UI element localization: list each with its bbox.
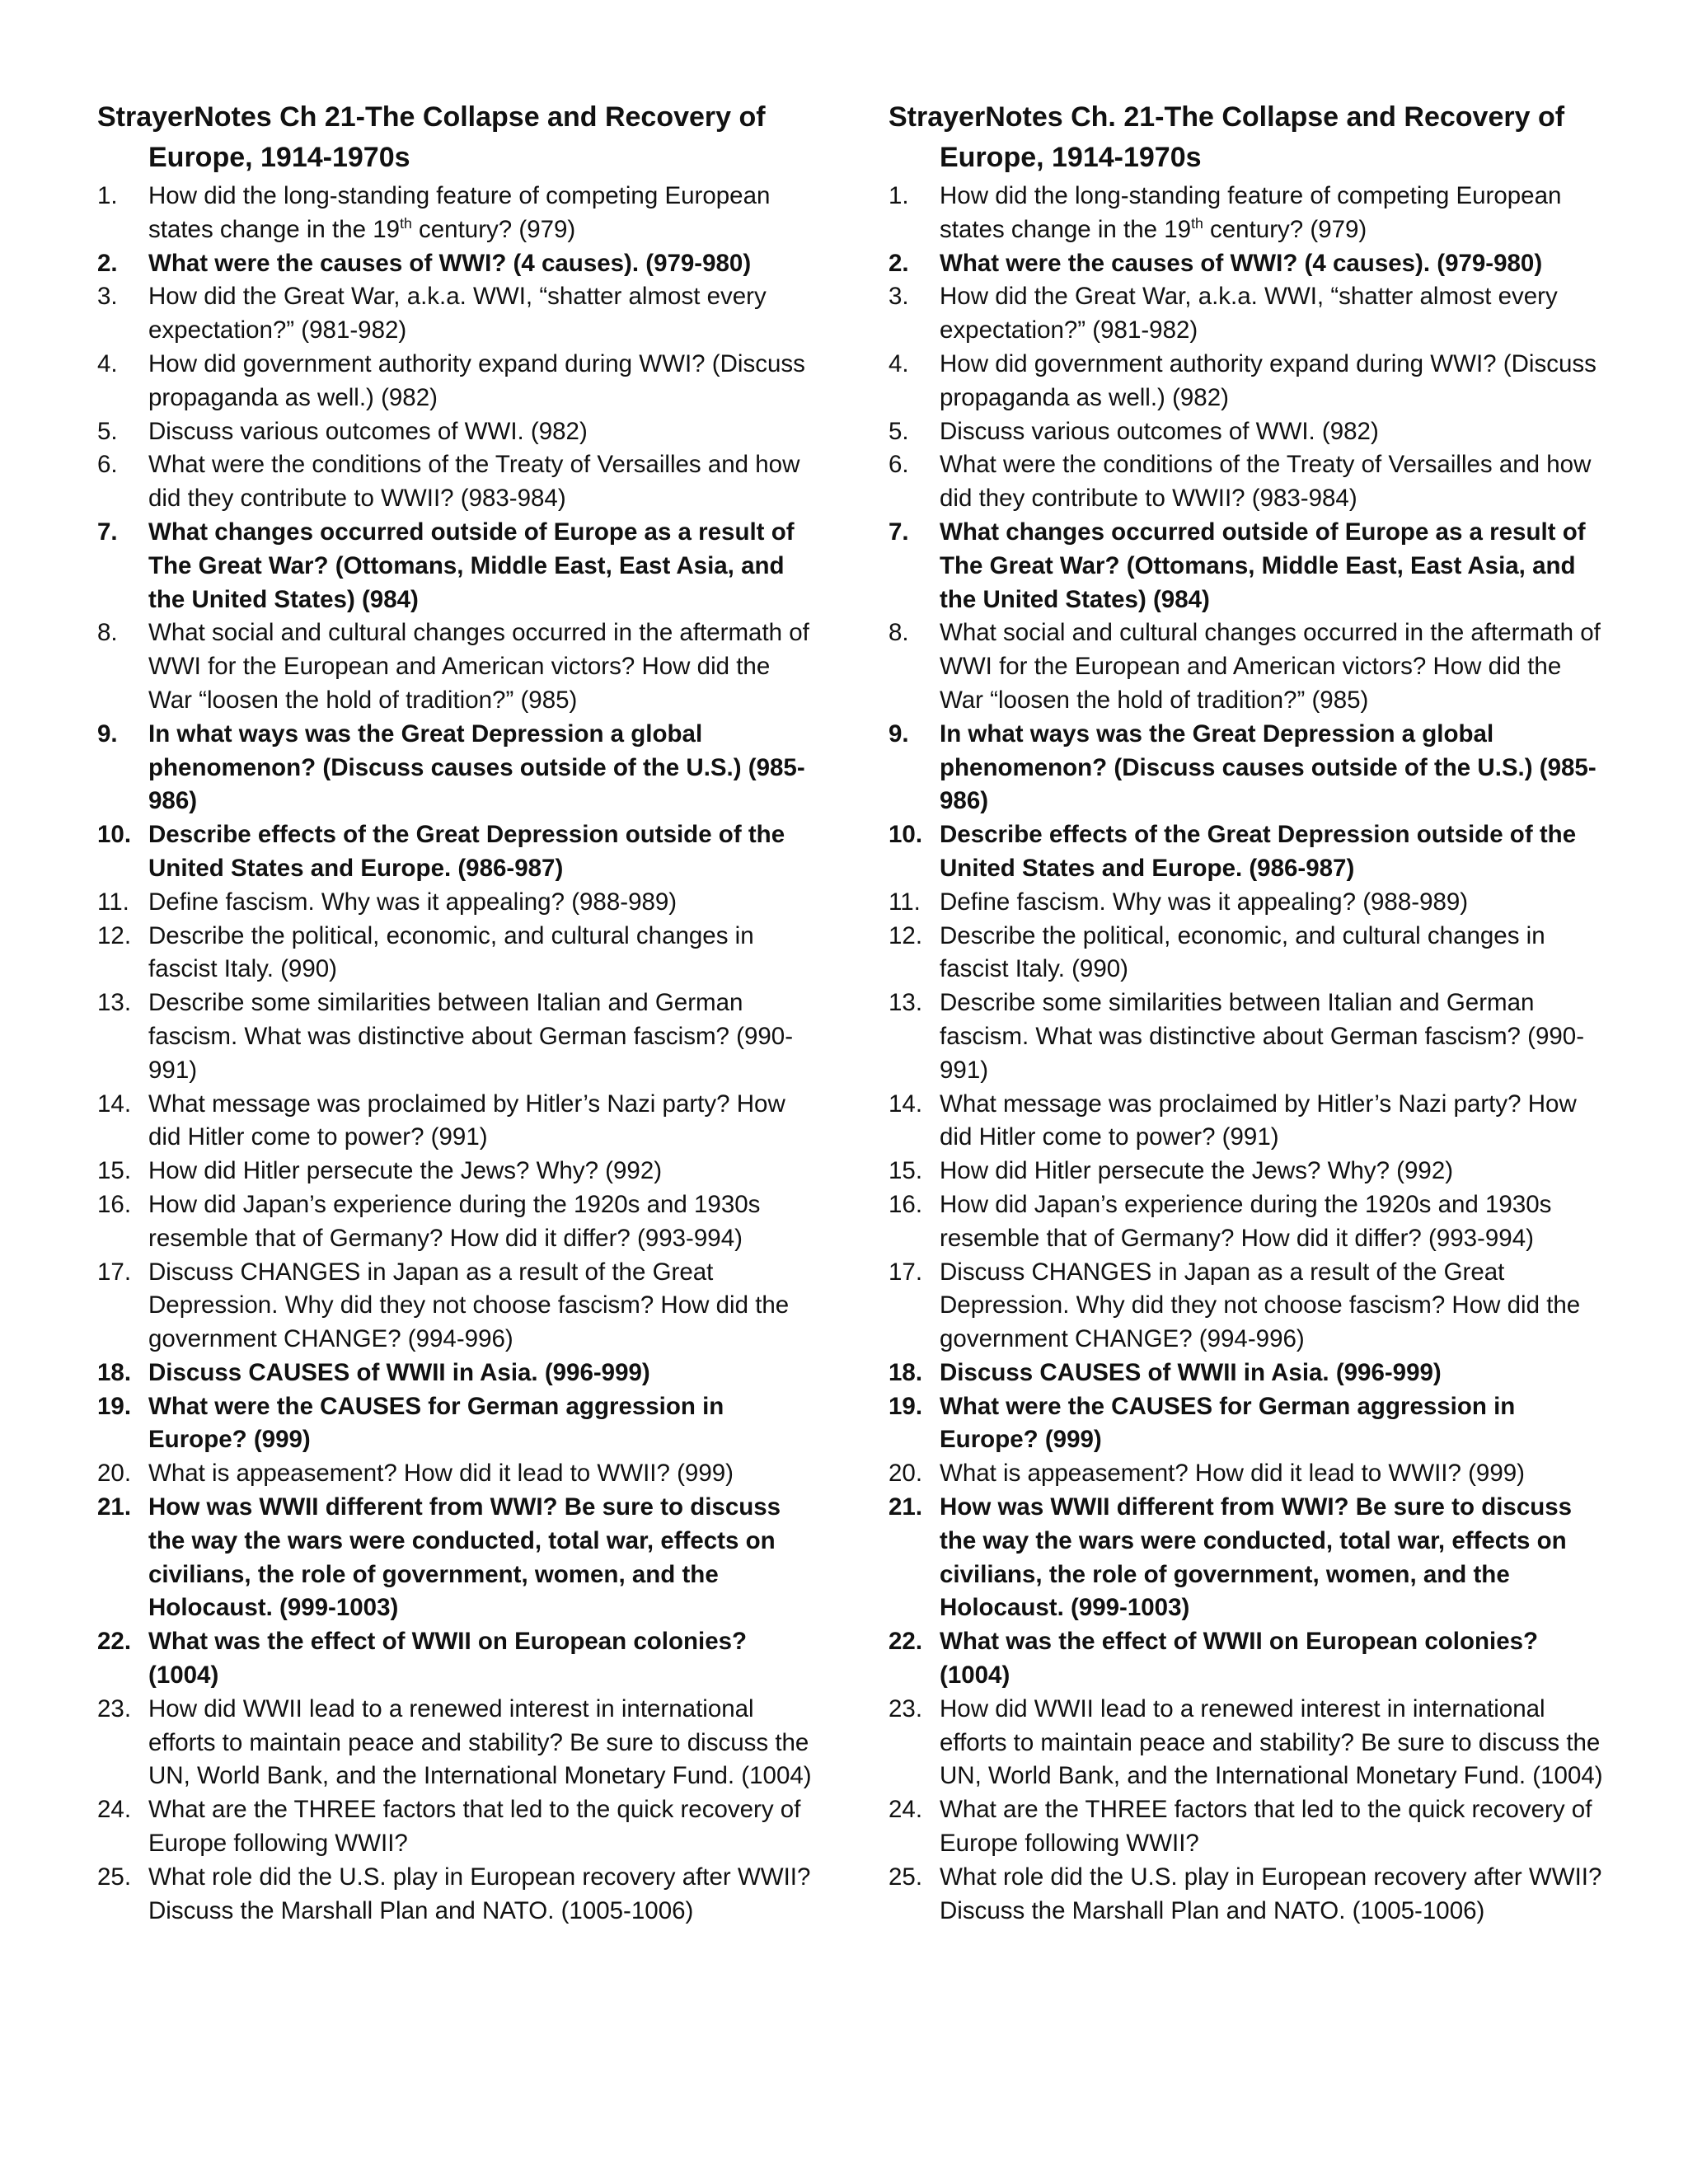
question-item [97, 1861, 814, 1929]
question-item [889, 1693, 1606, 1793]
question-text: Discuss CAUSES of WWII in Asia. (996-999) [940, 1358, 1442, 1386]
question-item [889, 1357, 1606, 1390]
question-text: Discuss various outcomes of WWI. (982) [940, 417, 1379, 445]
question-text: Discuss CHANGES in Japan as a result of the Great Depression. Why did they not choose fascism? How did the government CHANGE? (994-996) [940, 1258, 1581, 1353]
question-number: 7. [889, 518, 909, 546]
question-text: How did government authority expand during WWI? (Discuss propaganda as well.) (982) [940, 349, 1597, 411]
question-number: 1. [97, 182, 118, 209]
question-text: Describe some similarities between Italian and German fascism. What was distinctive about German fascism? (990-991) [940, 989, 1585, 1084]
question-number: 16. [97, 1190, 132, 1218]
question-number: 19. [889, 1392, 923, 1420]
question-item [97, 516, 814, 616]
worksheet-title: StrayerNotes Ch 21-The Collapse and Recovery of Europe, 1914-1970s [97, 101, 766, 173]
question-number: 12. [889, 921, 923, 949]
question-item [889, 247, 1606, 281]
question-number: 12. [97, 921, 132, 949]
question-text: What changes occurred outside of Europe as a result of The Great War? (Ottomans, Middle East, East Asia, and the United States) (984) [940, 518, 1586, 613]
worksheet-title: StrayerNotes Ch. 21-The Collapse and Recovery of Europe, 1914-1970s [889, 101, 1565, 173]
question-text: What is appeasement? How did it lead to WWII? (999) [148, 1460, 734, 1488]
question-text: Describe some similarities between Italian and German fascism. What was distinctive about German fascism? (990-991) [148, 989, 794, 1084]
right-worksheet-column [889, 97, 1606, 1928]
question-number: 25. [97, 1863, 132, 1891]
question-number: 8. [97, 619, 118, 647]
question-number: 15. [97, 1157, 132, 1185]
question-number: 10. [889, 821, 923, 849]
ordinal-suffix: th [400, 214, 412, 232]
question-text: Describe effects of the Great Depression outside of the United States and Europe. (986-987) [148, 821, 785, 882]
question-text: What are the THREE factors that led to the quick recovery of Europe following WWII? [940, 1796, 1592, 1858]
question-item [97, 616, 814, 717]
question-item [97, 247, 814, 281]
question-text: How did the Great War, a.k.a. WWI, “shatter almost every expectation?” (981-982) [940, 283, 1558, 344]
question-text: What were the causes of WWI? (4 causes). (979-980) [940, 249, 1543, 277]
question-number: 6. [889, 451, 909, 479]
question-text: How did government authority expand during WWI? (Discuss propaganda as well.) (982) [148, 349, 805, 411]
question-text: How did WWII lead to a renewed interest in international efforts to maintain peace and stability? Be sure to discuss the UN, World Bank, and the International Monetary Fund. (1004) [148, 1694, 812, 1790]
question-text: How was WWII different from WWI? Be sure to discuss the way the wars were conducted, total war, effects on civilians, the role of government, women, and the Holocaust. (999-1003) [940, 1493, 1573, 1622]
question-item [889, 616, 1606, 717]
question-item [97, 1357, 814, 1390]
question-list [97, 180, 814, 1928]
question-item [97, 1256, 814, 1357]
question-text: Discuss CAUSES of WWII in Asia. (996-999) [148, 1358, 650, 1386]
question-item [889, 1793, 1606, 1861]
question-text: What were the CAUSES for German aggression in Europe? (999) [940, 1392, 1516, 1454]
question-number: 22. [97, 1628, 132, 1656]
question-item [97, 818, 814, 886]
question-text-part: century? (979) [411, 215, 576, 243]
question-text: How did Hitler persecute the Jews? Why? (992) [148, 1157, 663, 1185]
question-text: What message was proclaimed by Hitler’s Nazi party? How did Hitler come to power? (991) [148, 1090, 785, 1151]
question-text-part: How did the long-standing feature of competing European states change in the 19 [940, 182, 1562, 243]
ordinal-suffix: th [1191, 214, 1203, 232]
question-item [889, 1155, 1606, 1188]
question-text: How did WWII lead to a renewed interest in international efforts to maintain peace and stability? Be sure to discuss the UN, World Bank, and the International Monetary Fund. (1004) [940, 1694, 1603, 1790]
question-item [97, 348, 814, 415]
question-text: What were the conditions of the Treaty of Versailles and how did they contribute to WWII? (983-984) [940, 451, 1592, 513]
question-text-part: How did the long-standing feature of competing European states change in the 19 [148, 182, 771, 243]
question-item [889, 886, 1606, 920]
question-number: 13. [97, 989, 132, 1017]
question-text: What was the effect of WWII on European colonies? (1004) [940, 1628, 1539, 1690]
question-text: What social and cultural changes occurred in the aftermath of WWI for the European and American victors? How did the War “loosen the hold of tradition?” (985) [148, 619, 809, 714]
question-text: Describe effects of the Great Depression outside of the United States and Europe. (986-987) [940, 821, 1577, 882]
question-number: 17. [97, 1258, 132, 1286]
question-text: In what ways was the Great Depression a global phenomenon? (Discuss causes outside of the U.S.) (985-986) [940, 719, 1597, 815]
question-number: 17. [889, 1258, 923, 1286]
question-text: What were the conditions of the Treaty of Versailles and how did they contribute to WWII? (983-984) [148, 451, 800, 513]
question-text: How did Japan’s experience during the 1920s and 1930s resemble that of Germany? How did it differ? (993-994) [940, 1190, 1552, 1252]
question-item [889, 348, 1606, 415]
question-text: Describe the political, economic, and cultural changes in fascist Italy. (990) [940, 921, 1545, 983]
question-number: 18. [889, 1358, 923, 1386]
question-item [889, 448, 1606, 516]
question-item [889, 1088, 1606, 1155]
question-number: 14. [889, 1090, 923, 1118]
question-text: How did Japan’s experience during the 1920s and 1930s resemble that of Germany? How did it differ? (993-994) [148, 1190, 761, 1252]
question-item [889, 818, 1606, 886]
question-item [889, 1256, 1606, 1357]
question-item [889, 718, 1606, 818]
question-text: What were the causes of WWI? (4 causes). (979-980) [148, 249, 752, 277]
question-number: 2. [97, 249, 118, 277]
question-item [889, 180, 1606, 247]
question-text: Define fascism. Why was it appealing? (988-989) [940, 888, 1469, 916]
question-item [97, 448, 814, 516]
question-text: What message was proclaimed by Hitler’s Nazi party? How did Hitler come to power? (991) [940, 1090, 1577, 1151]
question-number: 14. [97, 1090, 132, 1118]
question-number: 4. [97, 349, 118, 377]
question-text-part: century? (979) [1203, 215, 1367, 243]
question-text: Define fascism. Why was it appealing? (988-989) [148, 888, 678, 916]
question-text: What role did the U.S. play in European recovery after WWII? Discuss the Marshall Plan and NATO. (1005-1006) [148, 1863, 811, 1924]
question-text [940, 182, 1561, 243]
question-number: 23. [97, 1694, 132, 1722]
question-number: 24. [97, 1796, 132, 1824]
question-item [889, 1625, 1606, 1693]
question-item [889, 1188, 1606, 1256]
question-number: 4. [889, 349, 909, 377]
question-text: What social and cultural changes occurred in the aftermath of WWI for the European and American victors? How did the War “loosen the hold of tradition?” (985) [940, 619, 1601, 714]
question-item [97, 1155, 814, 1188]
question-item [889, 920, 1606, 987]
question-number: 23. [889, 1694, 923, 1722]
question-item [97, 886, 814, 920]
question-number: 21. [97, 1493, 132, 1521]
question-item [97, 1457, 814, 1491]
question-number: 5. [889, 417, 909, 445]
question-item [97, 987, 814, 1087]
question-item [97, 1693, 814, 1793]
question-number: 3. [889, 283, 909, 311]
question-item [889, 280, 1606, 348]
question-text: What role did the U.S. play in European recovery after WWII? Discuss the Marshall Plan and NATO. (1005-1006) [940, 1863, 1602, 1924]
question-number: 20. [889, 1460, 923, 1488]
question-item [97, 180, 814, 247]
question-item [889, 1457, 1606, 1491]
question-number: 21. [889, 1493, 923, 1521]
question-item [97, 718, 814, 818]
question-item [97, 415, 814, 449]
question-number: 3. [97, 283, 118, 311]
question-number: 6. [97, 451, 118, 479]
question-text: How did the Great War, a.k.a. WWI, “shatter almost every expectation?” (981-982) [148, 283, 767, 344]
question-number: 13. [889, 989, 923, 1017]
question-number: 19. [97, 1392, 132, 1420]
question-item [97, 1491, 814, 1625]
question-item [97, 1188, 814, 1256]
question-number: 24. [889, 1796, 923, 1824]
question-item [889, 516, 1606, 616]
question-item [889, 1390, 1606, 1458]
question-text: Describe the political, economic, and cultural changes in fascist Italy. (990) [148, 921, 754, 983]
question-item [889, 987, 1606, 1087]
question-item [97, 1793, 814, 1861]
question-number: 8. [889, 619, 909, 647]
question-number: 7. [97, 518, 118, 546]
question-item [889, 1861, 1606, 1929]
question-number: 22. [889, 1628, 923, 1656]
question-text: What changes occurred outside of Europe as a result of The Great War? (Ottomans, Middle East, East Asia, and the United States) (984) [148, 518, 795, 613]
question-number: 5. [97, 417, 118, 445]
question-number: 9. [889, 719, 909, 748]
question-item [97, 280, 814, 348]
question-number: 16. [889, 1190, 923, 1218]
question-text: What were the CAUSES for German aggression in Europe? (999) [148, 1392, 724, 1454]
question-text: What is appeasement? How did it lead to WWII? (999) [940, 1460, 1525, 1488]
question-number: 2. [889, 249, 909, 277]
question-list [889, 180, 1606, 1928]
question-text: How was WWII different from WWI? Be sure to discuss the way the wars were conducted, total war, effects on civilians, the role of government, women, and the Holocaust. (999-1003) [148, 1493, 781, 1622]
question-text: Discuss various outcomes of WWI. (982) [148, 417, 588, 445]
question-item [97, 920, 814, 987]
question-text: How did Hitler persecute the Jews? Why? (992) [940, 1157, 1454, 1185]
left-worksheet-column [97, 97, 814, 1928]
question-item [97, 1390, 814, 1458]
question-number: 9. [97, 719, 118, 748]
question-text: What are the THREE factors that led to the quick recovery of Europe following WWII? [148, 1796, 801, 1858]
question-text: In what ways was the Great Depression a global phenomenon? (Discuss causes outside of the U.S.) (985-986) [148, 719, 805, 815]
question-item [97, 1625, 814, 1693]
question-number: 20. [97, 1460, 132, 1488]
question-number: 10. [97, 821, 132, 849]
question-number: 15. [889, 1157, 923, 1185]
question-number: 18. [97, 1358, 132, 1386]
question-number: 25. [889, 1863, 923, 1891]
question-text [148, 182, 770, 243]
question-number: 11. [97, 888, 129, 916]
question-number: 11. [889, 888, 921, 916]
question-item [889, 1491, 1606, 1625]
question-text: What was the effect of WWII on European colonies? (1004) [148, 1628, 748, 1690]
question-item [97, 1088, 814, 1155]
question-item [889, 415, 1606, 449]
question-text: Discuss CHANGES in Japan as a result of the Great Depression. Why did they not choose fascism? How did the government CHANGE? (994-996) [148, 1258, 790, 1353]
question-number: 1. [889, 182, 909, 209]
